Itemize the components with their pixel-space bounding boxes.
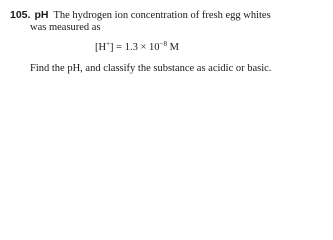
problem-statement-part1: The hydrogen ion concentration of fresh egg whites [53,10,271,21]
equation-unit: M [166,42,179,53]
textbook-problem [0,0,333,82]
problem-question: Find the pH, and classify the substance as acidic or basic. [30,63,272,74]
problem-header-line [10,9,271,22]
equation-exponent: −8 [159,40,167,48]
equation-open-bracket: [H [95,42,107,53]
problem-statement-part2: was measured as [30,22,101,33]
equation-ion-charge: + [106,40,111,48]
concentration-equation [95,42,179,54]
problem-topic: pH [34,9,49,21]
problem-number: 105. [10,9,31,21]
equation-value: ] = 1.3 × 10 [110,42,160,53]
